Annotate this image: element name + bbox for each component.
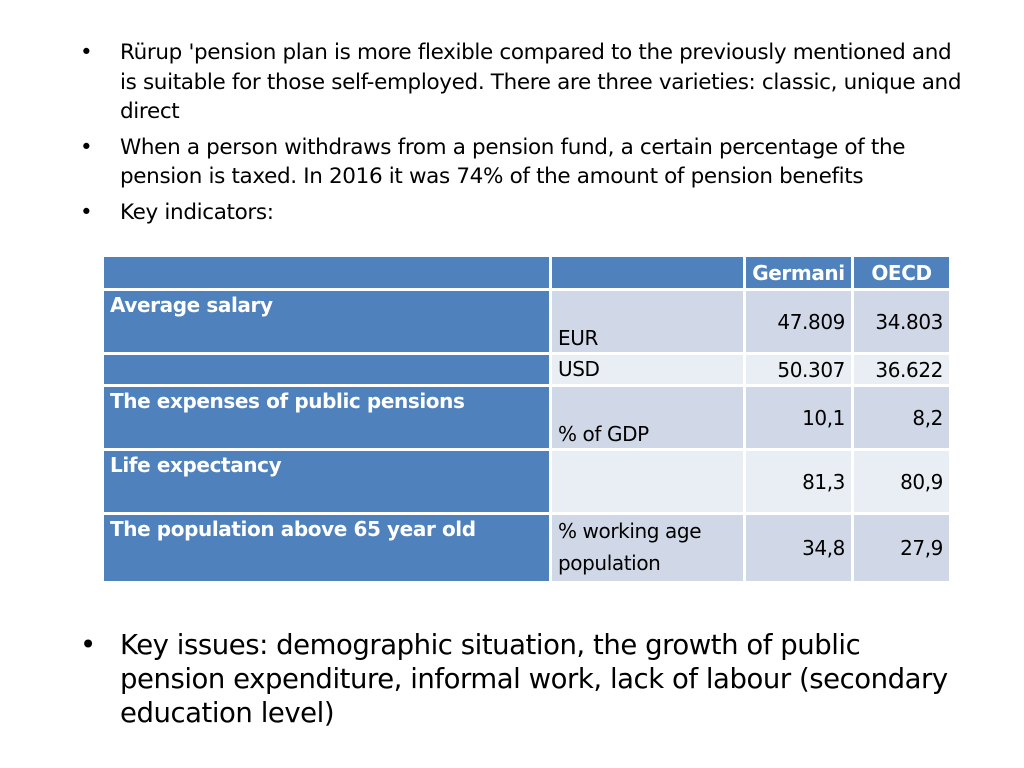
intro-bullet-list bbox=[80, 38, 970, 233]
intro-bullet-text: Key indicators: bbox=[120, 199, 274, 225]
table-row bbox=[103, 290, 951, 354]
oecd-value: 8,2 bbox=[853, 386, 951, 450]
intro-bullet-text: Rürup 'pension plan is more flexible compared to the previously mentioned and is suitable for those self-employed. There are three varieties: classic, unique and direct bbox=[120, 40, 962, 124]
germany-value: 10,1 bbox=[745, 386, 853, 450]
header-blank-cell bbox=[103, 256, 551, 290]
table-row bbox=[103, 354, 951, 386]
intro-bullet-item bbox=[80, 133, 970, 192]
oecd-value: 80,9 bbox=[853, 450, 951, 514]
oecd-value: 34.803 bbox=[853, 290, 951, 354]
oecd-value: 36.622 bbox=[853, 354, 951, 386]
column-header-oecd: OECD bbox=[853, 256, 951, 290]
outro-bullet-item bbox=[80, 628, 970, 730]
bullet-icon: • bbox=[80, 40, 93, 65]
germany-value: 47.809 bbox=[745, 290, 853, 354]
germany-value: 50.307 bbox=[745, 354, 853, 386]
intro-bullet-item bbox=[80, 198, 970, 228]
germany-value: 34,8 bbox=[745, 514, 853, 583]
row-label: The expenses of public pensions bbox=[103, 386, 551, 450]
row-unit: % working age population bbox=[551, 514, 745, 583]
table-row bbox=[103, 450, 951, 514]
outro-bullet-text: Key issues: demographic situation, the growth of public pension expenditure, informal work, lack of labour (secondary education level) bbox=[120, 629, 948, 729]
row-unit: USD bbox=[551, 354, 745, 386]
row-label: Life expectancy bbox=[103, 450, 551, 514]
row-label bbox=[103, 354, 551, 386]
row-label: Average salary bbox=[103, 290, 551, 354]
table-row bbox=[103, 514, 951, 583]
intro-bullet-text: When a person withdraws from a pension fund, a certain percentage of the pension is taxed. In 2016 it was 74% of the amount of pension benefits bbox=[120, 134, 906, 189]
outro-bullet-list bbox=[80, 628, 970, 730]
column-header-germany: Germani bbox=[745, 256, 853, 290]
table-header-row bbox=[103, 256, 951, 290]
row-unit bbox=[551, 450, 745, 514]
bullet-icon: • bbox=[80, 199, 93, 225]
bullet-icon: • bbox=[80, 134, 93, 160]
table-row bbox=[103, 386, 951, 450]
header-unit-cell bbox=[551, 256, 745, 290]
intro-bullet-item bbox=[80, 38, 970, 127]
germany-value: 81,3 bbox=[745, 450, 853, 514]
row-unit: EUR bbox=[551, 290, 745, 354]
bullet-icon: • bbox=[80, 629, 96, 661]
key-indicators-table bbox=[101, 254, 952, 584]
row-label: The population above 65 year old bbox=[103, 514, 551, 583]
oecd-value: 27,9 bbox=[853, 514, 951, 583]
row-unit: % of GDP bbox=[551, 386, 745, 450]
